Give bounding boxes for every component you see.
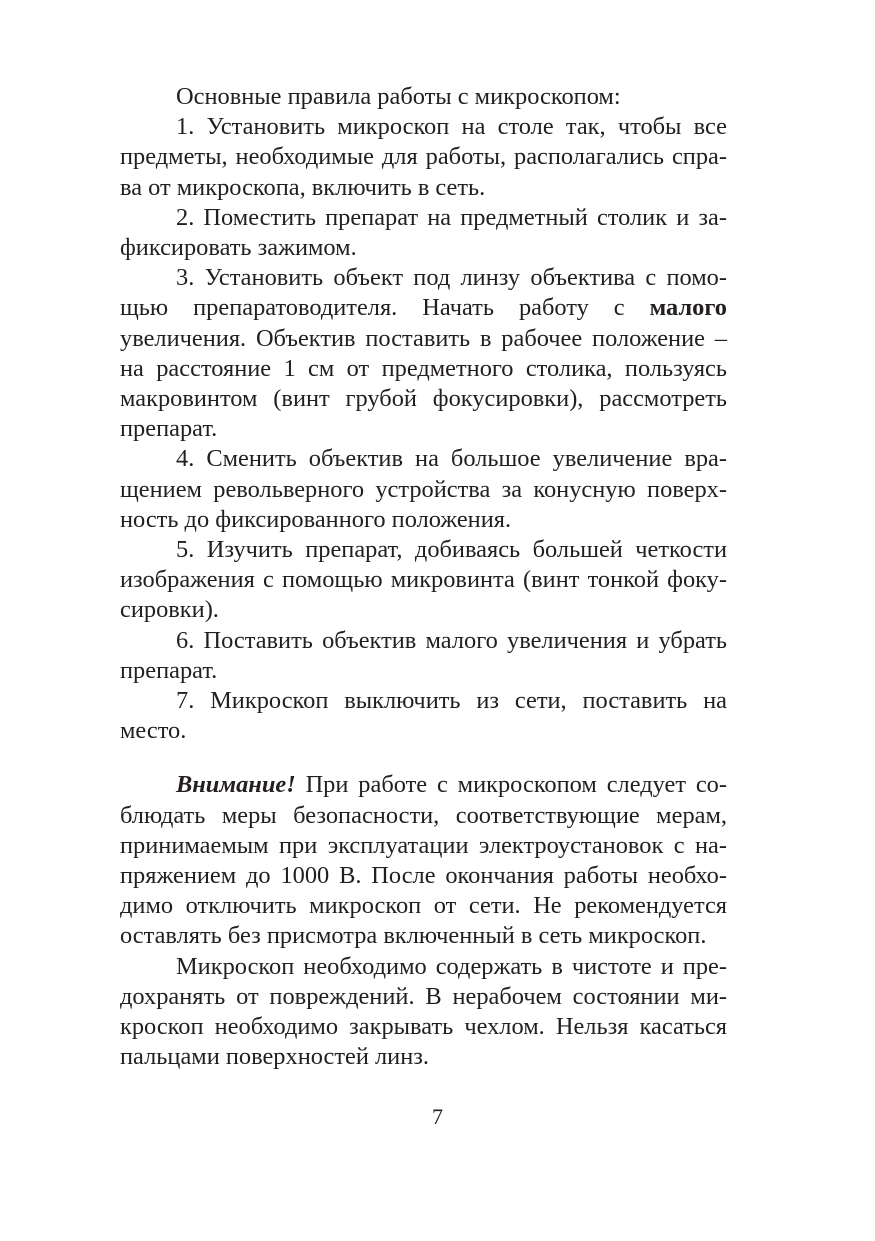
paragraph-gap: [120, 746, 727, 770]
rule-step-1: 1. Установить микроскоп на столе так, чтобы все предметы, необходимые для работы, располагались справа от микроскопа, включить в сеть.: [120, 113, 727, 201]
rule-step-7: 7. Микроскоп выключить из сети, поставить на место.: [120, 687, 727, 745]
warning-paragraph: [120, 770, 727, 951]
rule-step-5: 5. Изучить препарат, добиваясь большей четкости изображения с помощью микровинта (винт тонкой фокусировки).: [120, 536, 727, 624]
page-body: [120, 82, 727, 1073]
rule-step-3-text-end: увеличения. Объектив поставить в рабочее положение – на расстояние 1 см от предметного столика, пользуясь макровинтом (винт грубой фокусировки), рассмотреть препарат.: [120, 324, 727, 443]
warning-label: Внимание!: [176, 771, 296, 799]
rules-intro: Основные правила работы с микроскопом:: [176, 83, 621, 110]
care-paragraph: Микроскоп необходимо содержать в чистоте и предохранять от повреждений. В нерабочем состоянии микроскоп необходимо закрывать чехлом. Нельзя касаться пальцами поверхностей линз.: [120, 952, 727, 1071]
page-number: 7: [432, 1104, 443, 1129]
warning-text: При работе с микроскопом следует соблюдать меры безопасности, соответствующие мерам, принимаемым при эксплуатации электроустановок с напряжением до 1000 В. После окончания работы необходимо отключить микроскоп от сети. Не рекомендуется оставлять без присмотра включенный в сеть микроскоп.: [120, 771, 727, 950]
rule-step-3-text-start: 3. Установить объект под линзу объектива с помощью препаратоводителя. Начать работу с: [120, 264, 727, 322]
rule-step-3-emphasis: малого: [649, 294, 727, 322]
rule-step-3: [120, 263, 727, 444]
rule-step-4: 4. Сменить объектив на большое увеличение вращением револьверного устройства за конусную поверхность до фиксированного положения.: [120, 445, 727, 533]
rule-step-2: 2. Поместить препарат на предметный столик и зафиксировать зажимом.: [120, 203, 727, 262]
rule-step-6: 6. Поставить объектив малого увеличения и убрать препарат.: [120, 626, 727, 684]
